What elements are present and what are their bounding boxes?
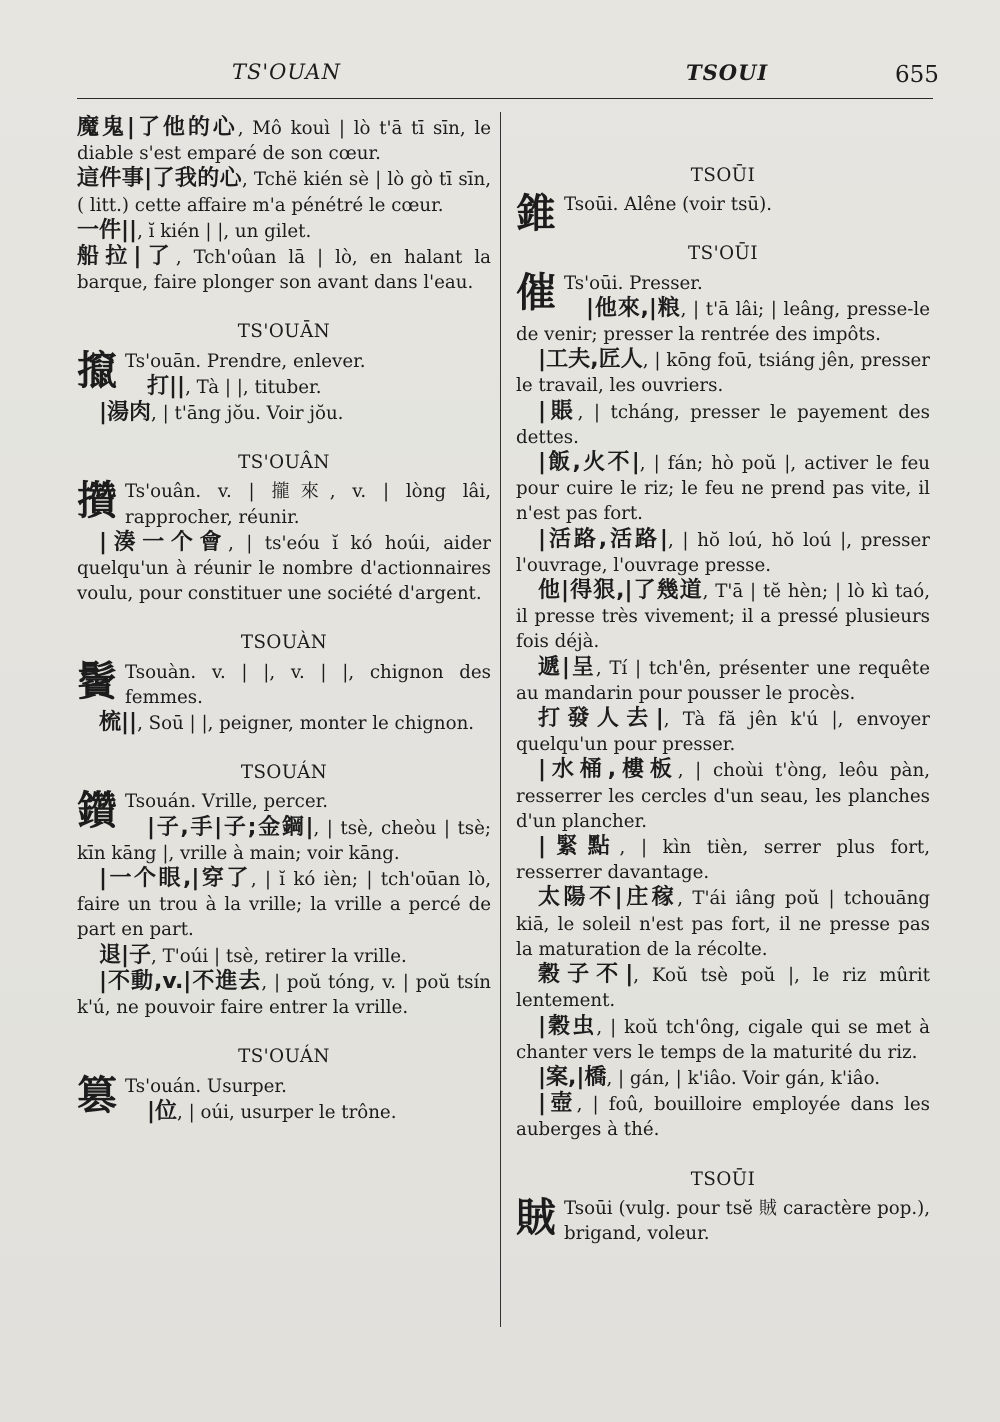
phrase-chinese: 他|得狠,|了幾道 bbox=[538, 578, 703, 604]
phrase-gloss: , T'oúi | tsè, retirer la vrille. bbox=[151, 945, 407, 967]
phrase-chinese: 船拉|了 bbox=[77, 244, 176, 270]
phrase-chinese: 一件|| bbox=[77, 217, 138, 243]
phrase-chinese: |緊點 bbox=[538, 834, 620, 860]
entry-phrase bbox=[516, 885, 930, 962]
header-rule bbox=[77, 98, 933, 99]
entry-definition: Ts'ouân. v. | 攏來, v. | lòng lâi, rapprocher, réunir. bbox=[125, 481, 491, 528]
headword-heading: TSOŪI bbox=[690, 1168, 756, 1190]
phrase-gloss: , Tchë kién sè | lò gò tī sīn, ( litt.) cette affaire m'a pénétré le cœur. bbox=[77, 169, 491, 216]
entry-phrase bbox=[516, 347, 930, 398]
phrase-gloss: , | tcháng, presser le payement des dettes. bbox=[516, 401, 930, 448]
phrase-chinese: 梳|| bbox=[99, 710, 138, 736]
entry-phrase bbox=[516, 1065, 930, 1091]
entry-main bbox=[77, 479, 491, 529]
phrase-gloss: , Tà | |, tituber. bbox=[185, 376, 322, 398]
phrase-chinese: |子,手|子;金鋼| bbox=[147, 814, 314, 840]
entry-phrase bbox=[77, 400, 491, 426]
headword-heading: TS'OUĀN bbox=[237, 321, 331, 343]
phrase-chinese: |案,|橋 bbox=[538, 1064, 607, 1090]
entry-phrase bbox=[516, 1091, 930, 1142]
phrase-gloss: , T'ā | tĕ hèn; | lò kì taó, il presse très vivement; il a pressé plusieurs fois déjà. bbox=[516, 581, 930, 653]
phrase-gloss: , Tà fă jên k'ú |, envoyer quelqu'un pour presser. bbox=[516, 709, 930, 756]
headword-heading: TSOUÀN bbox=[240, 632, 328, 654]
phrase-chinese: 退|子 bbox=[99, 942, 152, 968]
entry-phrase bbox=[77, 815, 491, 866]
entry-phrase bbox=[77, 1099, 491, 1125]
headword-character: 催 bbox=[516, 269, 556, 316]
headword-heading: TSOŪI bbox=[690, 165, 756, 186]
phrase-gloss: , | ts'eóu ĭ kó hoúi, aider quelqu'un à réunir le nombre d'actionnaires voulu, pour constituer une société d'argent. bbox=[77, 532, 491, 605]
phrase-gloss: , | fán; hò poŭ |, activer le feu pour cuire le riz; le feu ne prend pas vite, il n'est pas fort. bbox=[516, 453, 930, 525]
phrase-gloss: , | gán, | k'iâo. Voir gán, k'iâo. bbox=[606, 1067, 881, 1089]
entry-phrase bbox=[77, 530, 491, 607]
phrase-gloss: , Koŭ tsè poŭ |, le riz mûrit lentement. bbox=[516, 965, 930, 1012]
headword-character: 鑽 bbox=[77, 788, 117, 835]
phrase-chinese: |他來,|粮 bbox=[586, 295, 681, 321]
headword-character: 錐 bbox=[516, 191, 556, 238]
phrase-chinese: |賬 bbox=[538, 398, 578, 424]
headword-heading: TSOUÁN bbox=[240, 762, 328, 784]
phrase-gloss: , | choùi t'òng, leôu pàn, resserrer les cercles d'un seau, les planches d'un plancher. bbox=[516, 760, 930, 832]
entry-phrase bbox=[516, 1014, 930, 1065]
phrase-gloss: , Tch'oûan lā | lò, en halant la barque, faire plonger son avant dans l'eau. bbox=[77, 247, 491, 294]
phrase-gloss: , | t'āng jŏu. Voir jŏu. bbox=[151, 403, 344, 425]
headword-character: 賊 bbox=[516, 1194, 556, 1241]
headword-heading: TS'OUÂN bbox=[238, 452, 330, 474]
phrase-gloss: , ĭ kién | |, un gilet. bbox=[137, 220, 312, 242]
phrase-chinese: |水桶,樓板 bbox=[538, 757, 678, 783]
running-head-right: TSOUI bbox=[686, 60, 769, 85]
entry-phrase bbox=[77, 943, 491, 969]
headword-character: 攛 bbox=[77, 347, 117, 394]
phrase-chinese: |湊一个會 bbox=[99, 529, 229, 555]
phrase-chinese: 打發人去| bbox=[538, 706, 664, 732]
phrase-gloss: , | kōng foū, tsiáng jên, presser le travail, les ouvriers. bbox=[516, 350, 930, 397]
phrase-chinese: |位 bbox=[147, 1098, 178, 1124]
entry-main bbox=[516, 191, 930, 238]
entry-phrase bbox=[77, 218, 491, 244]
entry-definition: Ts'ouān. Prendre, enlever. bbox=[125, 350, 366, 372]
entry-phrase bbox=[77, 969, 491, 1020]
entry-definition: Tsouán. Vrille, percer. bbox=[125, 791, 329, 813]
entry-definition: Tsoūi. Alêne (voir tsū). bbox=[564, 194, 773, 216]
entry-definition: Ts'oūi. Presser. bbox=[564, 272, 703, 294]
phrase-chinese: 打|| bbox=[147, 373, 186, 399]
headword-character: 攢 bbox=[77, 478, 117, 525]
entry-phrase bbox=[77, 710, 491, 736]
left-column bbox=[77, 115, 491, 1125]
right-column bbox=[516, 163, 930, 1246]
entry-phrase bbox=[516, 706, 930, 757]
phrase-gloss: , T'ái iâng poŭ | tchouāng kiā, le soleil n'est pas fort, il ne presse pas la maturation de la récolte. bbox=[516, 888, 931, 960]
phrase-gloss: , Mô kouì | lò t'ā tī sīn, le diable s'est emparé de son cœur. bbox=[77, 118, 491, 165]
phrase-chinese: 穀子不| bbox=[538, 962, 634, 988]
phrase-chinese: |穀虫 bbox=[538, 1013, 597, 1039]
phrase-gloss: , | koŭ tch'ông, cigale qui se met à chanter vers le temps de la maturité du riz. bbox=[516, 1016, 930, 1063]
phrase-chinese: |湯肉 bbox=[99, 400, 152, 426]
phrase-gloss: , | hŏ loú, hŏ loú |, presser l'ouvrage, l'ouvrage presse. bbox=[516, 529, 930, 576]
phrase-chinese: |不動,v.|不進去 bbox=[99, 968, 262, 994]
entry-definition: Ts'ouán. Usurper. bbox=[125, 1075, 287, 1097]
page-number: 655 bbox=[895, 62, 939, 88]
phrase-chinese: |飯,火不| bbox=[538, 450, 640, 476]
headword-character: 鬢 bbox=[77, 658, 117, 705]
running-head-left: TS'OUAN bbox=[232, 60, 341, 84]
entry-phrase bbox=[516, 655, 930, 706]
phrase-gloss: , | oúi, usurper le trône. bbox=[177, 1101, 397, 1123]
entry-main bbox=[77, 660, 491, 710]
phrase-chinese: 魔鬼|了他的心 bbox=[77, 115, 238, 140]
phrase-chinese: |一个眼,|穿了 bbox=[99, 866, 251, 892]
entry-phrase bbox=[516, 578, 930, 655]
entry-main bbox=[516, 1196, 930, 1246]
phrase-gloss: , | t'ā lâi; | leâng, presse-le de venir; presser la rentrée des impôts. bbox=[516, 298, 930, 346]
entry-definition: Tsouàn. v. | |, v. | |, chignon des femmes. bbox=[125, 661, 491, 708]
headword-character: 篡 bbox=[77, 1072, 117, 1119]
phrase-gloss: , Soū | |, peigner, monter le chignon. bbox=[137, 713, 475, 735]
phrase-chinese: |工夫,匠人 bbox=[538, 347, 643, 373]
entry-phrase bbox=[516, 450, 930, 527]
phrase-gloss: , Tí | tch'ên, présenter une requête au mandarin pour pousser le procès. bbox=[516, 657, 930, 704]
phrase-chinese: 這件事|了我的心 bbox=[77, 166, 242, 192]
entry-phrase bbox=[77, 115, 491, 166]
phrase-gloss: , | ĭ kó ièn; | tch'oūan lò, faire un trou à la vrille; la vrille a percé de part en part. bbox=[77, 869, 491, 941]
phrase-gloss: , | poŭ tóng, v. | poŭ tsín k'ú, ne pouvoir faire entrer la vrille. bbox=[77, 971, 491, 1019]
entry-phrase bbox=[77, 166, 491, 217]
phrase-chinese: |壺 bbox=[538, 1091, 577, 1117]
phrase-gloss: , | tsè, cheòu | tsè; kīn kāng |, vrille à main; voir kāng. bbox=[77, 817, 491, 864]
phrase-gloss: , | kìn tièn, serrer plus fort, resserrer davantage. bbox=[516, 837, 930, 884]
column-divider bbox=[500, 112, 501, 1327]
entry-phrase bbox=[77, 866, 491, 943]
entry-phrase bbox=[516, 296, 930, 347]
entry-definition: Tsoūi (vulg. pour tsĕ 賊 caractère pop.), brigand, voleur. bbox=[564, 1197, 930, 1244]
phrase-chinese: 遞|呈 bbox=[538, 654, 596, 680]
phrase-chinese: 太陽不|庄稼 bbox=[538, 885, 678, 911]
entry-phrase bbox=[516, 527, 930, 578]
entry-phrase bbox=[516, 757, 930, 834]
entry-phrase bbox=[77, 244, 491, 295]
entry-phrase bbox=[516, 962, 930, 1013]
entry-phrase bbox=[516, 834, 930, 885]
entry-phrase bbox=[516, 399, 930, 450]
headword-heading: TS'OUÁN bbox=[238, 1046, 330, 1068]
entry-phrase bbox=[77, 374, 491, 400]
headword-heading: TS'OŪI bbox=[687, 243, 758, 265]
phrase-gloss: , | foû, bouilloire employée dans les auberges à thé. bbox=[516, 1094, 930, 1141]
phrase-chinese: |活路,活路| bbox=[538, 526, 668, 552]
